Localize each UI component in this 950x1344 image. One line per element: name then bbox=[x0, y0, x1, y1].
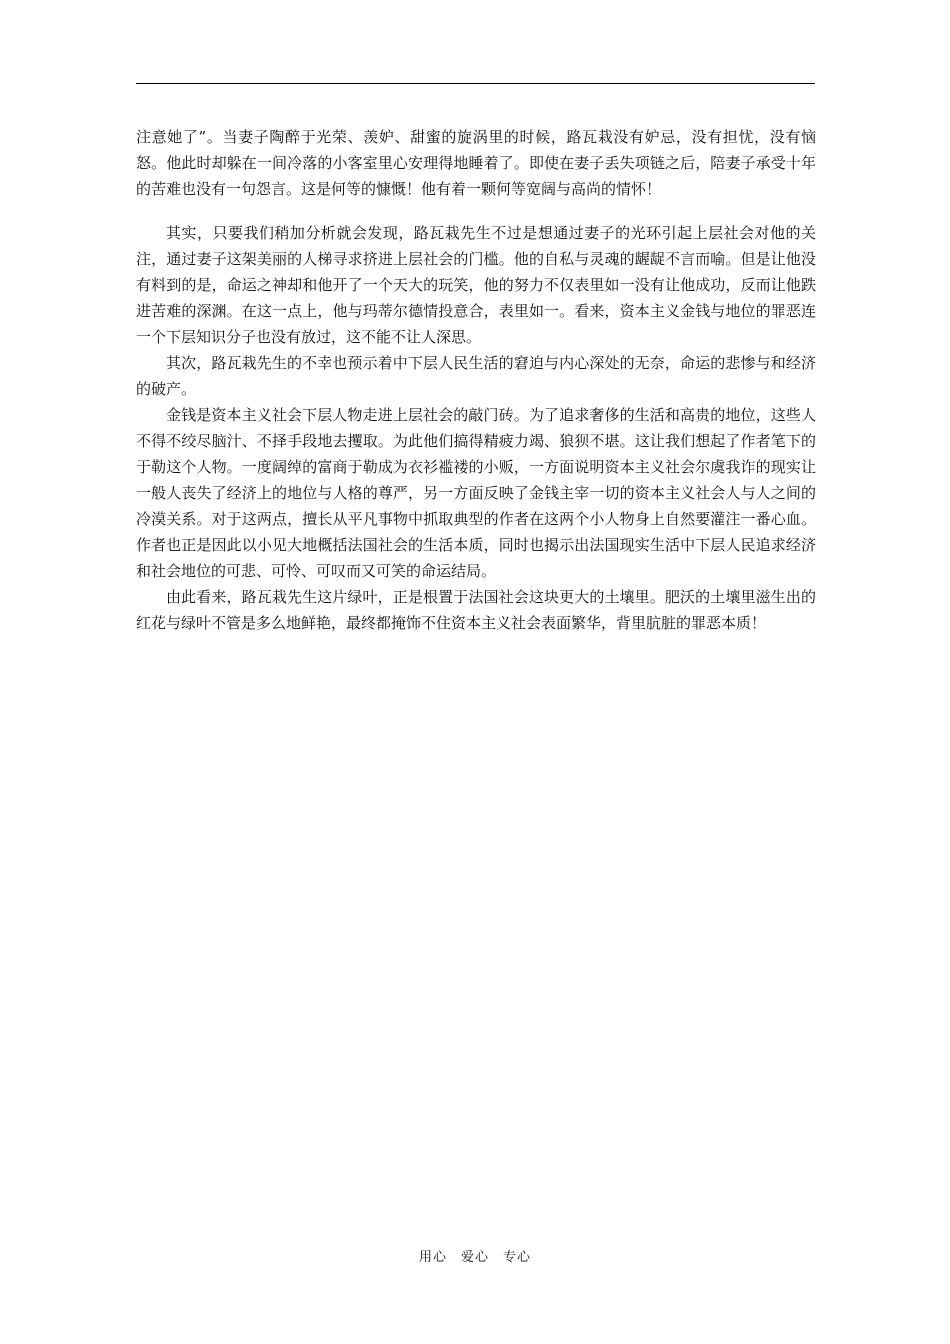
paragraph-continuation: 注意她了”。当妻子陶醉于光荣、羡妒、甜蜜的旋涡里的时候，路瓦栽没有妒忌，没有担忧，没有恼怒。他此时却躲在一间冷落的小客室里心安理得地睡着了。即使在妻子丢失项链之后，陪妻子承受十年的苦难也没有一句怨言。这是何等的慷慨！他有着一颗何等宽阔与高尚的情怀！ bbox=[136, 128, 816, 198]
page-footer: 用心 爱心 专心 bbox=[418, 1250, 531, 1265]
paragraph: 金钱是资本主义社会下层人物走进上层社会的敲门砖。为了追求奢侈的生活和高贵的地位，这些人不得不绞尽脑汁、不择手段地去攫取。为此他们搞得精疲力竭、狼狈不堪。这让我们想起了作者笔下的于勒这个人物。一度阔绰的富商于勒成为衣衫褴褛的小贩，一方面说明资本主义社会尔虞我诈的现实让一般人丧失了经济上的地位与人格的尊严，另一方面反映了金钱主宰一切的资本主义社会人与人之间的冷漠关系。对于这两点，擅长从平凡事物中抓取典型的作者在这两个小人物身上自然要灌注一番心血。作者也正是因此以小见大地概括法国社会的生活本质，同时也揭示出法国现实生活中下层人民追求经济和社会地位的可悲、可怜、可叹而又可笑的命运结局。 bbox=[136, 406, 816, 580]
header-rule bbox=[136, 83, 815, 84]
paragraph: 由此看来，路瓦栽先生这片绿叶，正是根置于法国社会这块更大的土壤里。肥沃的土壤里滋生出的红花与绿叶不管是多么地鲜艳，最终都掩饰不住资本主义社会表面繁华，背里肮脏的罪恶本质！ bbox=[136, 588, 816, 632]
document-body bbox=[136, 124, 816, 636]
paragraph: 其次，路瓦栽先生的不幸也预示着中下层人民生活的窘迫与内心深处的无奈，命运的悲惨与和经济的破产。 bbox=[136, 354, 816, 398]
paragraph: 其实，只要我们稍加分析就会发现，路瓦栽先生不过是想通过妻子的光环引起上层社会对他的关注，通过妻子这架美丽的人梯寻求挤进上层社会的门槛。他的自私与灵魂的龌龊不言而喻。但是让他没有料到的是，命运之神却和他开了一个天大的玩笑，他的努力不仅表里如一没有让他成功，反而让他跌进苦难的深渊。在这一点上，他与玛蒂尔德情投意合，表里如一。看来，资本主义金钱与地位的罪恶连一个下层知识分子也没有放过，这不能不让人深思。 bbox=[136, 224, 816, 346]
